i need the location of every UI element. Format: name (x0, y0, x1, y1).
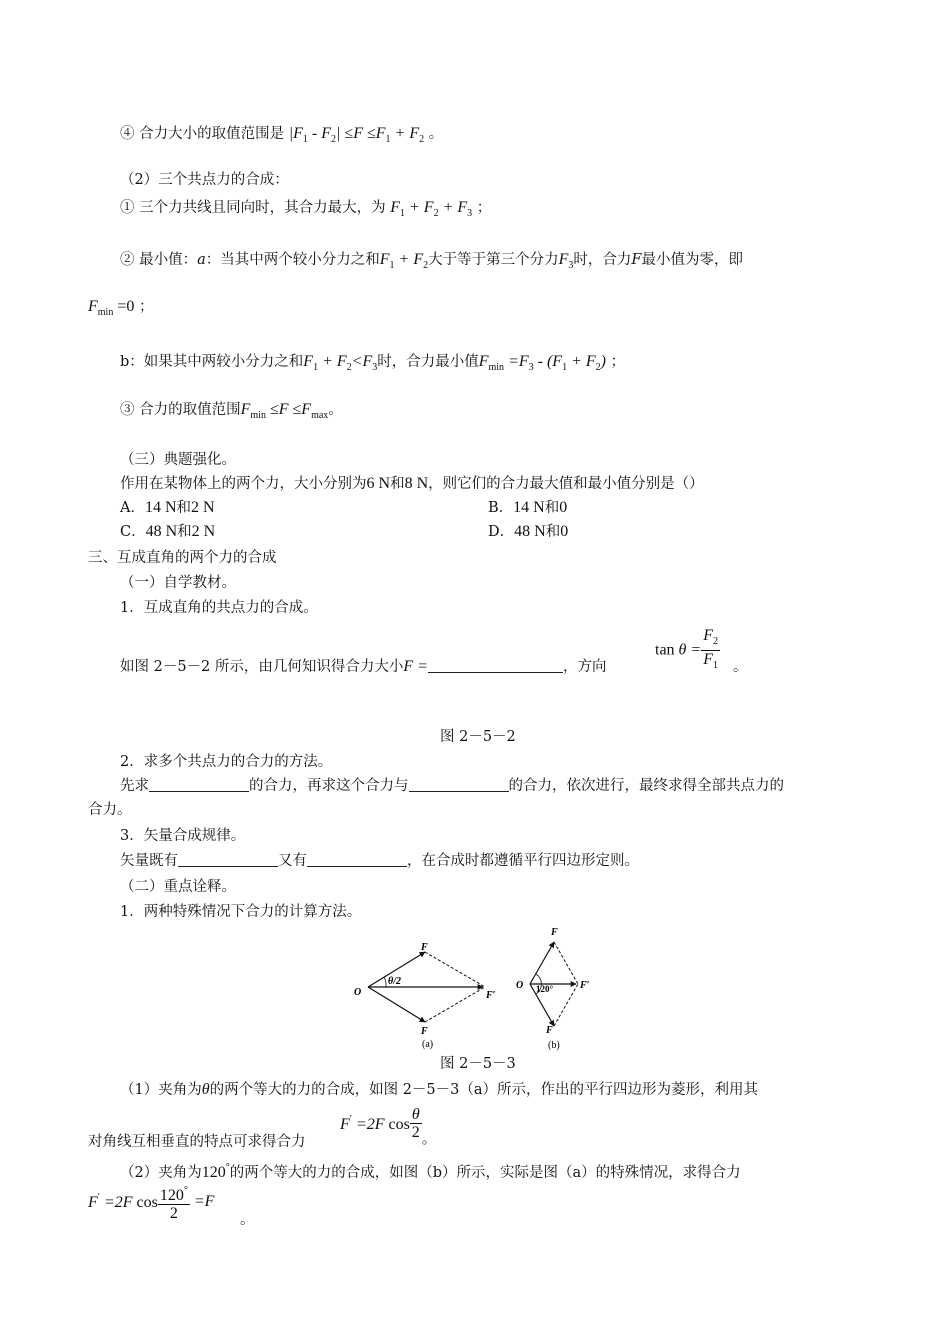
force-vector-bottom (368, 987, 425, 1022)
formula-range: $|F_1 - F_2| \le F \le F_1 + F_2$ (288, 125, 425, 145)
line-period: 。 (733, 659, 748, 675)
key-point-1-title: 1．两种特殊情况下合力的计算方法。 (120, 904, 362, 920)
label-F-top: F (551, 927, 558, 938)
figure-b-rhombus (510, 922, 610, 1054)
label-F-bottom: F (421, 1026, 428, 1037)
formula-resultant-theta: F′ =2F cos $\frac{\theta}{2}$ 。 (340, 1106, 437, 1148)
item-2-text: 先求 的合力，再求这个合力与 的合力，依次进行，最终求得全部共点力的 (120, 778, 784, 794)
para-1-line1: （1）夹角为θ的两个等大的力的合成，如图 2－5－3（a）所示，作出的平行四边形为菱形，利用其 (120, 1081, 759, 1098)
dashed-edge-bottom (554, 984, 578, 1026)
para-1-line2: 对角线互相垂直的特点可求得合力 (88, 1134, 306, 1150)
blank-magnitude[interactable] (428, 658, 563, 673)
subheading-key-points: （二）重点诠释。 (120, 879, 236, 895)
item-1-title: 1．互成直角的共点力的合成。 (120, 600, 318, 616)
item-3-text: 矢量既有 又有 ，在合成时都遵循平行四边形定则。 (120, 853, 639, 869)
item-2-title: 2．求多个共点力的合力的方法。 (120, 754, 333, 770)
label-angle: θ/2 (388, 976, 401, 987)
blank-first[interactable] (149, 777, 249, 792)
subheading-exercise: （三）典题强化。 (120, 452, 236, 468)
force-vector-top (530, 942, 554, 984)
line-max-three: ① 三个力共线且同向时，其合力最大，为 $F_1 + F_2 + F_3$ ； (120, 199, 492, 219)
formula-f3: $F_3$ (558, 251, 574, 271)
formula-f1f2: $F_1 + F_2$ (379, 251, 429, 271)
formula-tan: tan θ = $\frac{F_2}{F_1}$ (655, 627, 718, 671)
line-resultant-magnitude: 如图 2－5－2 所示，由几何知识得合力大小F = ，方向 (120, 658, 607, 675)
subheading-self-study: （一）自学教材。 (120, 575, 236, 591)
label-F-bottom: F (546, 1025, 553, 1036)
label-O: O (516, 980, 524, 991)
option-d: D．48 N和0 (488, 523, 569, 540)
label-F-top: F (421, 942, 428, 953)
figure-caption-252: 图 2－5－2 (440, 729, 516, 745)
item-3-title: 3．矢量合成规律。 (120, 828, 246, 844)
blank-direction-word[interactable] (307, 852, 407, 867)
label-b: (b) (548, 1040, 560, 1051)
angle-arc (384, 977, 386, 987)
line-fmin-zero: $F_{min} =0$ ； (88, 298, 154, 318)
para-2-end: 。 (240, 1212, 255, 1228)
formula-sum3: $F_1 + F_2 + F_3$ (390, 199, 473, 219)
option-b: B．14 N和0 (488, 499, 568, 516)
item-2-text-cont: 合力。 (88, 802, 132, 818)
line-range-two-forces: ④ 合力大小的取值范围是 $|F_1 - F_2| \le F \le F_1 + F_2$ 。 (120, 125, 444, 145)
label-angle: 120° (536, 984, 554, 994)
label-O: O (354, 987, 362, 998)
formula-resultant-120: F′ =2F cos $\frac{120^\circ}{2}$ =F (88, 1182, 214, 1222)
subheading-three-forces: （2）三个共点力的合成： (120, 172, 289, 188)
formula-range3: $F_{min} \le F \le F_{max}$ (240, 401, 329, 421)
figure-a-rhombus (350, 935, 510, 1055)
formula-fmin-zero: $F_{min} =0$ (88, 298, 135, 318)
blank-second[interactable] (409, 777, 509, 792)
line-case-b: b：如果其中两较小分力之和$F_1 + F_2<F_3$时，合力最小值$F_{min} =F_3 - (F_1 + F_2)$ ； (120, 353, 626, 373)
line-min-value: ② 最小值：a：当其中两个较小分力之和$F_1 + F_2$大于等于第三个分力$F_3$时，合力F最小值为零，即 (120, 251, 743, 271)
question-stem: 作用在某物体上的两个力，大小分别为6 N和8 N，则它们的合力最大值和最小值分别是（） (120, 475, 704, 492)
option-c: C．48 N和2 N (120, 523, 216, 540)
para-2-line1: （2）夹角为120°的两个等大的力的合成，如图（b）所示，实际是图（a）的特殊情况，求得合力 (120, 1162, 741, 1181)
figure-caption-253: 图 2－5－3 (440, 1056, 516, 1072)
dashed-edge-bottom (425, 987, 485, 1022)
section-heading-3: 三、互成直角的两个力的合成 (88, 550, 277, 566)
label-a: (a) (422, 1039, 434, 1050)
blank-magnitude-word[interactable] (178, 852, 278, 867)
label-F-prime: F′ (486, 990, 496, 1001)
line-range-three: ③ 合力的取值范围$F_{min} \le F \le F_{max}$。 (120, 401, 343, 421)
dashed-edge-top (425, 952, 485, 987)
formula-f1f2-lt-f3: $F_1 + F_2<F_3$ (303, 353, 378, 373)
option-a: A．14 N和2 N (120, 499, 215, 516)
label-F-prime: F′ (580, 980, 590, 991)
dashed-edge-top (554, 942, 578, 984)
formula-fmin-diff: $F_{min} =F_3 - (F_1 + F_2)$ (478, 353, 606, 373)
